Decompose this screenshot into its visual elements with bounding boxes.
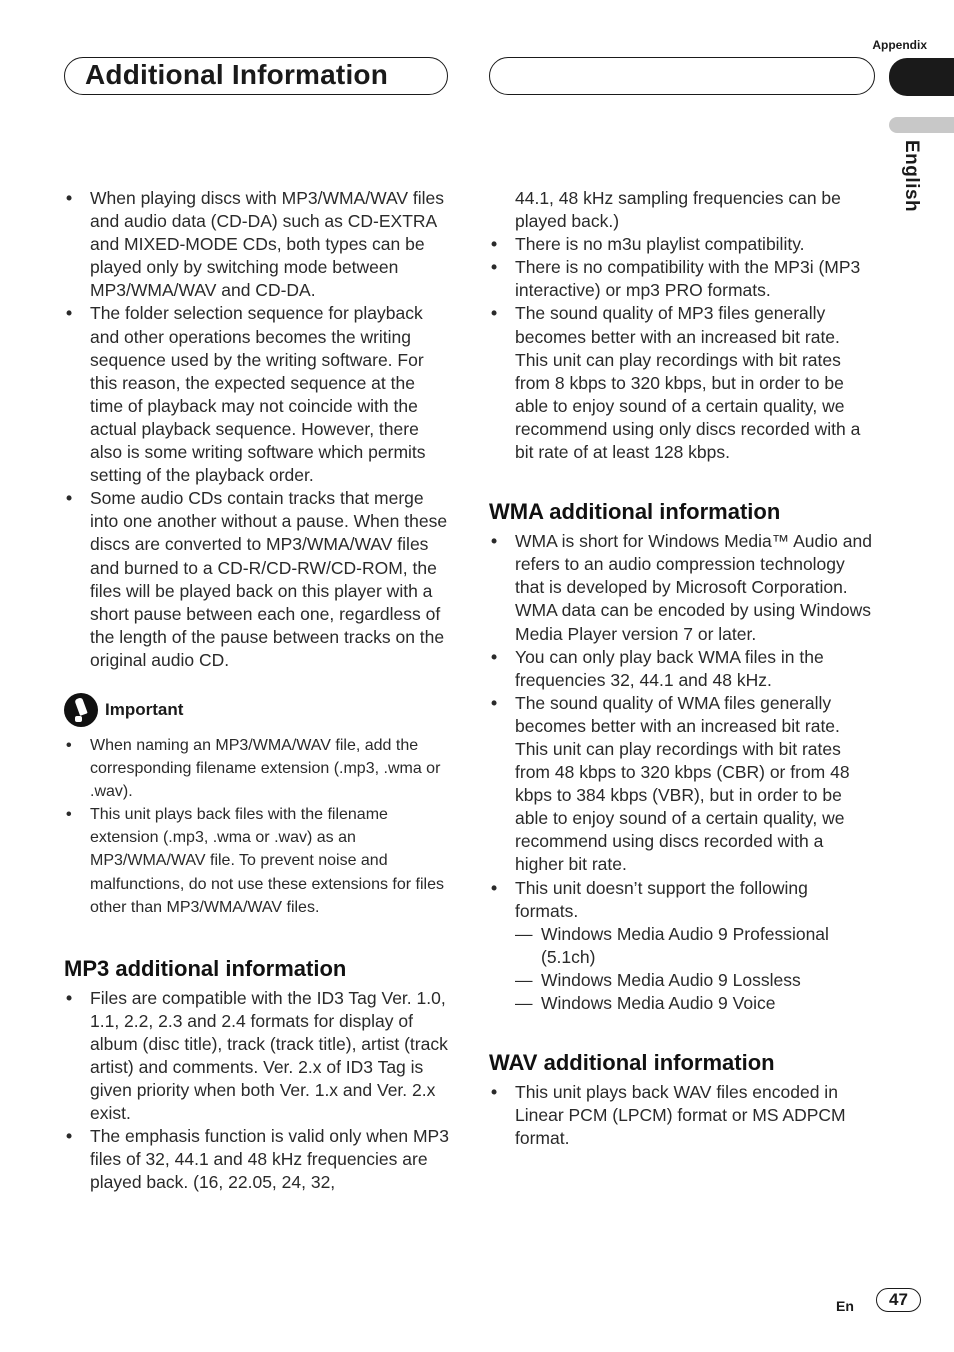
list-item: — Windows Media Audio 9 Professional (5.1ch) [515, 923, 829, 967]
list-item: • There is no m3u playlist compatibility. [491, 234, 805, 255]
wma-unsupported-list [489, 923, 874, 1015]
important-icon [64, 693, 98, 727]
list-item: • This unit plays back WAV files encoded in Linear PCM (LPCM) format or MS ADPCM format. [491, 1082, 846, 1149]
wav-bullet-list [489, 1081, 874, 1150]
list-item: • This unit doesn’t support the following formats. [491, 877, 808, 921]
list-item: • When playing discs with MP3/WMA/WAV files and audio data (CD-DA) such as CD-EXTRA and MIXED-MODE CDs, both types can be played only by switching mode between MP3/WMA/WAV and CD-DA. [66, 188, 444, 301]
wav-heading: WAV additional information [489, 1050, 775, 1076]
mp3-continued-text: 44.1, 48 kHz sampling frequencies can be played back.) [515, 188, 841, 232]
list-item: • The emphasis function is valid only when MP3 files of 32, 44.1 and 48 kHz frequencies are played back. (16, 22.05, 24, 32, [66, 1126, 449, 1193]
list-item: • WMA is short for Windows Media™ Audio and refers to an audio compression technology that is developed by Microsoft Corporation. WMA data can be encoded by using Windows Media Player version 7 or later. [491, 531, 872, 644]
list-item: — Windows Media Audio 9 Voice [515, 993, 776, 1013]
mp3-bullet-list-continued [489, 233, 874, 464]
list-item: • The sound quality of WMA files generally becomes better with an increased bit rate. This unit can play recordings with bit rates from 48 kbps to 320 kbps (CBR) or from 48 kbps to 384 kbps (VBR), but in order to be able to enjoy sound of a certain quality, we recommend using discs recorded with a higher bit rate. [491, 692, 850, 875]
list-item: • The folder selection sequence for playback and other operations becomes the writing sequence used by the writing software. For this reason, the expected sequence at the time of playback may not coincide with the actual playback sequence. However, there also is some writing software which permits setting of the playback order. [66, 303, 426, 486]
list-item: • Files are compatible with the ID3 Tag Ver. 1.0, 1.1, 2.2, 2.3 and 2.4 formats for display of album (disc title), track (track title), artist (track artist) and comments. Ver. 2.x of ID3 Tag is given priority when both Ver. 1.x and Ver. 2.x exist. [66, 987, 448, 1124]
footer-language-code: En [836, 1298, 854, 1314]
wma-heading: WMA additional information [489, 499, 781, 525]
list-item: • There is no compatibility with the MP3i (MP3 interactive) or mp3 PRO formats. [491, 257, 861, 301]
list-item: • You can only play back WMA files in the frequencies 32, 44.1 and 48 kHz. [491, 646, 824, 690]
page-title-box [64, 57, 448, 95]
list-item: • When naming an MP3/WMA/WAV file, add the corresponding filename extension (.mp3, .wma or .wav). [66, 736, 441, 801]
mp3-heading: MP3 additional information [64, 955, 347, 981]
wma-bullet-list [489, 530, 874, 923]
page-number: 47 [876, 1288, 921, 1312]
left-column [64, 187, 449, 1195]
right-column [489, 187, 874, 1150]
header-black-tab [889, 58, 954, 96]
important-bullet-list [64, 734, 449, 919]
language-tab-marker [889, 117, 954, 133]
general-bullet-list [64, 187, 449, 672]
list-item: • Some audio CDs contain tracks that merge into one another without a pause. When these discs are converted to MP3/WMA/WAV files and burned to a CD-R/CD-RW/CD-ROM, the files will be played back on this player with a short pause between each one, regardless of the length of the pause between tracks on the original audio CD. [66, 488, 448, 670]
list-item: • This unit plays back files with the filename extension (.mp3, .wma or .wav) as an MP3/WMA/WAV file. To prevent noise and malfunctions, do not use these extensions for files other than MP3/WMA/WAV files. [66, 806, 444, 916]
language-tab-label: English [901, 140, 922, 213]
list-item: • The sound quality of MP3 files generally becomes better with an increased bit rate. This unit can play recordings with bit rates from 8 kbps to 320 kbps, but in order to be able to enjoy sound of a certain quality, we recommend using only discs recorded with a bit rate of at least 128 kbps. [491, 303, 861, 463]
section-label: Appendix [872, 38, 927, 52]
mp3-bullet-list [64, 987, 449, 1195]
page-title: Additional Information [85, 59, 389, 90]
important-label: Important [105, 699, 184, 719]
important-header [64, 692, 449, 728]
list-item: — Windows Media Audio 9 Lossless [515, 969, 801, 990]
header-blank-box [489, 57, 875, 95]
